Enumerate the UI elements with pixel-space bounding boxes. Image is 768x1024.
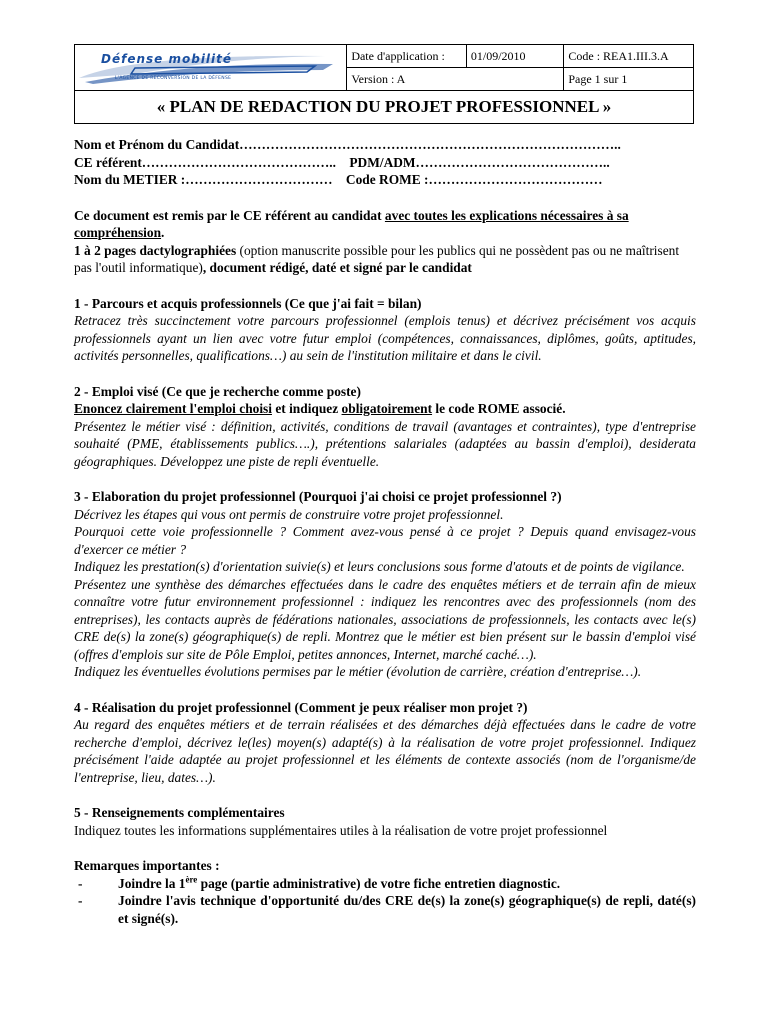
- remark-item: - Joindre la 1ère page (partie administrative) de votre fiche entretien diagnostic.: [78, 874, 561, 891]
- section-1-text: Retracez très succinctement votre parcours professionnel (emplois tenus) et décrivez précisément vos acquis professionnels ayant un lien avec votre futur emploi (compétences, connaissances, diplômes, goûts, aptitudes, activités personnelles, qualifications…) au sein de l'institution militaire et dans le civil.: [74, 313, 696, 363]
- logo-wordmark: Défense mobilité: [101, 51, 233, 66]
- section-3-text-5: Indiquez les éventuelles évolutions permises par le métier (évolution de carrière, création d'entreprise…).: [74, 664, 642, 679]
- section-5-text: Indiquez toutes les informations supplémentaires utiles à la réalisation de votre projet professionnel: [74, 822, 608, 838]
- section-1-title: 1 - Parcours et acquis professionnels (Ce que j'ai fait = bilan): [74, 295, 422, 311]
- date-label: Date d'application :: [347, 45, 467, 68]
- page-number: Page 1 sur 1: [564, 68, 694, 91]
- header-table: [74, 44, 694, 124]
- section-2-title: 2 - Emploi visé (Ce que je recherche comme poste): [74, 383, 361, 399]
- date-value: 01/09/2010: [466, 45, 563, 68]
- section-5-title: 5 - Renseignements complémentaires: [74, 805, 285, 820]
- section-2-instruction: Enoncez clairement l'emploi choisi et indiquez obligatoirement le code ROME associé.: [74, 401, 566, 416]
- doc-code: Code : REA1.III.3.A: [564, 45, 694, 68]
- section-4-title: 4 - Réalisation du projet professionnel (Comment je peux réaliser mon projet ?): [74, 699, 528, 715]
- form-line-ce: CE référent…………………………………….. PDM/ADM……………………………………..: [74, 154, 610, 170]
- document-title: « PLAN DE REDACTION DU PROJET PROFESSIONNEL »: [75, 91, 694, 124]
- remarks-list: [74, 875, 696, 928]
- section-3-text-3: Indiquez les prestation(s) d'orientation suivie(s) et leurs conclusions sous forme d'atouts et de points de vigilance.: [74, 559, 685, 574]
- section-2-text: Présentez le métier visé : définition, activités, conditions de travail (avantages et contraintes), type d'entreprise souhaité (PME, établissements publics….), prétentions salariales (adaptées au bassin d'emploi), desiderata géographiques. Développez une piste de repli éventuelle.: [74, 418, 696, 469]
- form-line-metier: Nom du METIER :…………………………… Code ROME :…………………………………: [74, 172, 603, 187]
- logo-cell: [75, 45, 347, 91]
- section-3-text-1: Décrivez les étapes qui vous ont permis de construire votre projet professionnel.: [74, 506, 504, 522]
- defense-mobilite-logo: [75, 48, 345, 88]
- form-line-candidate: Nom et Prénom du Candidat…………………………………………………………………………..: [74, 137, 621, 152]
- section-3-text-4: Présentez une synthèse des démarches effectuées dans le cadre des enquêtes métiers et de terrain afin de mieux connaître votre futur environnement professionnel : indiquez les rencontres avec des professionnels (nom des entreprises), les contacts auprès de fédérations nationales, associations de professionnels, les contacts avec le(s) CRE de(s) la zone(s) géographique(s) de repli. Montrez que le métier est bien présent sur le bassin d'emploi visé (offres d'emplois sur site de Pôle Emploi, petites annonces, Internet, marché caché…).: [74, 576, 696, 662]
- intro-paragraph-2: 1 à 2 pages dactylographiées (option manuscrite possible pour les publics qui ne possèdent pas ou ne maîtrisent pas l'outil informatique), document rédigé, daté et signé par le candidat: [74, 242, 680, 275]
- intro-paragraph-1: Ce document est remis par le CE référent au candidat avec toutes les explications nécessaires à sa compréhension.: [74, 207, 629, 240]
- version: Version : A: [347, 68, 564, 91]
- section-3-text-2: Pourquoi cette voie professionnelle ? Comment avez-vous pensé à ce projet ? Depuis quand envisagez-vous d'exercer ce métier ?: [74, 524, 696, 557]
- remark-item: - Joindre l'avis technique d'opportunité du/des CRE de(s) la zone(s) géographique(s) de repli, daté(s) et signé(s).: [78, 893, 696, 926]
- logo-tagline: L'AGENCE DE RECONVERSION DE LA DÉFENSE: [115, 75, 232, 81]
- document-body: [74, 136, 696, 927]
- section-3-title: 3 - Elaboration du projet professionnel (Pourquoi j'ai choisi ce projet professionnel ?): [74, 489, 562, 504]
- section-4-text: Au regard des enquêtes métiers et de terrain réalisées et des démarches déjà effectuées dans le cadre de votre recherche d'emploi, décrivez le(les) moyen(s) adapté(s) à la réalisation de votre projet professionnel. Indiquez précisément l'aide adaptée au projet professionnel et les éléments de contexte associés (nom de l'organisme/de l'entreprise, lieu, dates…).: [74, 717, 696, 785]
- remarks-title: Remarques importantes :: [74, 858, 220, 873]
